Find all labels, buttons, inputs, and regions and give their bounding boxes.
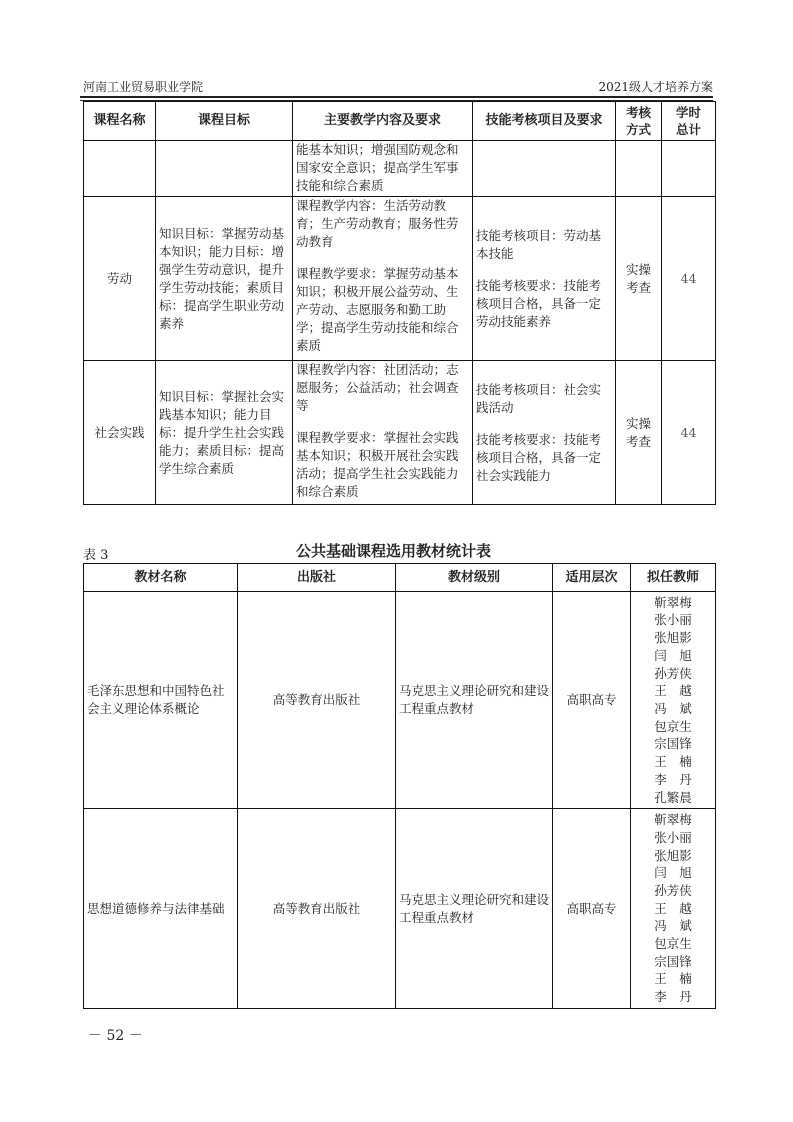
teacher-name: 李 丹: [654, 989, 692, 1005]
col-tier: 适用层次: [553, 564, 631, 592]
cell-empty: [84, 141, 156, 197]
teacher-name: 张旭影: [654, 630, 692, 646]
teacher-name: 李 丹: [654, 771, 692, 787]
textbook-table: [83, 563, 716, 1009]
col-publisher: 出版社: [238, 564, 396, 592]
cell-level: 马克思主义理论研究和建设工程重点教材: [396, 592, 553, 809]
cell-course-goal: 知识目标：掌握社会实践基本知识；能力目标：提升学生社会实践能力；素质目标：提高学生综合素质: [156, 361, 293, 505]
col-hours-line2: 总计: [675, 122, 701, 137]
teacher-name: 张旭影: [654, 847, 692, 863]
cell-tier: 高职高专: [553, 592, 631, 809]
page-number: － 52 －: [88, 1028, 143, 1044]
cell-course-goal: 知识目标：掌握劳动基本知识；能力目标：增强学生劳动意识，提升学生劳动技能；素质目标：提高学生职业劳动素养: [156, 197, 293, 361]
col-exam-method-line2: 方式: [625, 122, 651, 137]
col-exam-method: [616, 102, 662, 141]
cell-skill: [473, 361, 616, 505]
cell-empty: [156, 141, 293, 197]
cell-empty: [473, 141, 616, 197]
cell-content-continued: 能基本知识；增强国防观念和国家安全意识；提高学生军事技能和综合素质: [293, 141, 473, 197]
teacher-name: 闫 旭: [654, 865, 692, 881]
table-label: 表 3: [83, 548, 109, 563]
table-row: [84, 361, 716, 505]
col-exam-method-line1: 考核: [625, 105, 651, 120]
teacher-name: 冯 斌: [654, 701, 692, 716]
col-teachers: 拟任教师: [631, 564, 716, 592]
col-skill: 技能考核项目及要求: [473, 102, 616, 141]
cell-empty: [616, 141, 662, 197]
teacher-name: 冯 斌: [654, 918, 692, 934]
skill-part: 技能考核项目：社会实践活动: [476, 381, 602, 415]
cell-course-name: 劳动: [84, 197, 156, 361]
col-course-goal: 课程目标: [156, 102, 293, 141]
course-table-header: [84, 102, 716, 141]
skill-part: 技能考核要求：技能考核项目合格，具备一定社会实践能力: [476, 431, 602, 483]
textbook-table-header: [84, 564, 716, 592]
skill-part: 技能考核项目：劳动基本技能: [476, 227, 602, 261]
teacher-name: 闫 旭: [654, 647, 692, 663]
cell-content: [293, 361, 473, 505]
teacher-name: 孔繁晨: [654, 789, 692, 805]
cell-content: [293, 197, 473, 361]
cell-publisher: 高等教育出版社: [238, 592, 396, 809]
content-part: 课程教学要求：掌握劳动基本知识；积极开展公益劳动、生产劳动、志愿服务和勤工助学；提高学生劳动技能和综合素质: [296, 266, 459, 353]
exam-method-line: 实操: [625, 415, 651, 431]
header-institution: 河南工业贸易职业学院: [83, 80, 204, 94]
col-hours: [662, 102, 716, 141]
skill-part: 技能考核要求：技能考核项目合格，具备一定劳动技能素养: [476, 277, 602, 329]
teacher-name: 宗国锋: [654, 736, 692, 752]
exam-method-line: 考查: [625, 433, 651, 449]
header-rule: [80, 96, 713, 98]
col-textbook-name: 教材名称: [84, 564, 238, 592]
teacher-name: 包京生: [654, 718, 692, 734]
cell-skill: [473, 197, 616, 361]
cell-exam-method: [616, 197, 662, 361]
col-course-name: 课程名称: [84, 102, 156, 141]
teacher-name: 王 越: [654, 683, 692, 699]
header-doc-title: 2021级人才培养方案: [598, 80, 713, 94]
content-part: 课程教学内容：社团活动；志愿服务；公益活动；社会调查等: [296, 362, 459, 413]
course-table: [83, 101, 716, 505]
teacher-name: 靳翠梅: [654, 594, 692, 610]
cell-exam-method: [616, 361, 662, 505]
cell-textbook-name: 毛泽东思想和中国特色社会主义理论体系概论: [84, 592, 238, 809]
teacher-name: 王 楠: [654, 971, 692, 987]
table-row: [84, 197, 716, 361]
content-part: 课程教学内容：生活劳动教育；生产劳动教育；服务性劳动教育: [296, 198, 459, 249]
cell-teachers: [631, 809, 716, 1009]
col-hours-line1: 学时: [675, 105, 701, 120]
cell-textbook-name: 思想道德修养与法律基础: [84, 809, 238, 1009]
cell-course-name: 社会实践: [84, 361, 156, 505]
table-title: 公共基础课程选用教材统计表: [296, 542, 492, 560]
cell-hours: 44: [662, 197, 716, 361]
col-content: 主要教学内容及要求: [293, 102, 473, 141]
cell-level: 马克思主义理论研究和建设工程重点教材: [396, 809, 553, 1009]
cell-hours: 44: [662, 361, 716, 505]
teacher-name: 包京生: [654, 936, 692, 952]
teacher-name: 孙芳侠: [654, 882, 692, 898]
table-row-continued: [84, 141, 716, 197]
cell-publisher: 高等教育出版社: [238, 809, 396, 1009]
teacher-name: 王 越: [654, 900, 692, 916]
cell-tier: 高职高专: [553, 809, 631, 1009]
teacher-name: 张小丽: [654, 829, 692, 845]
teacher-name: 宗国锋: [654, 953, 692, 969]
content-part: 课程教学要求：掌握社会实践基本知识；积极开展社会实践活动；提高学生社会实践能力和综合素质: [296, 430, 459, 499]
teacher-name: 孙芳侠: [654, 665, 692, 681]
cell-teachers: [631, 592, 716, 809]
teacher-name: 张小丽: [654, 612, 692, 628]
table-row: [84, 809, 716, 1009]
table-row: [84, 592, 716, 809]
col-level: 教材级别: [396, 564, 553, 592]
cell-empty: [662, 141, 716, 197]
teacher-name: 靳翠梅: [654, 812, 692, 828]
teacher-name: 王 楠: [654, 754, 692, 770]
exam-method-line: 考查: [625, 279, 651, 295]
exam-method-line: 实操: [625, 261, 651, 277]
